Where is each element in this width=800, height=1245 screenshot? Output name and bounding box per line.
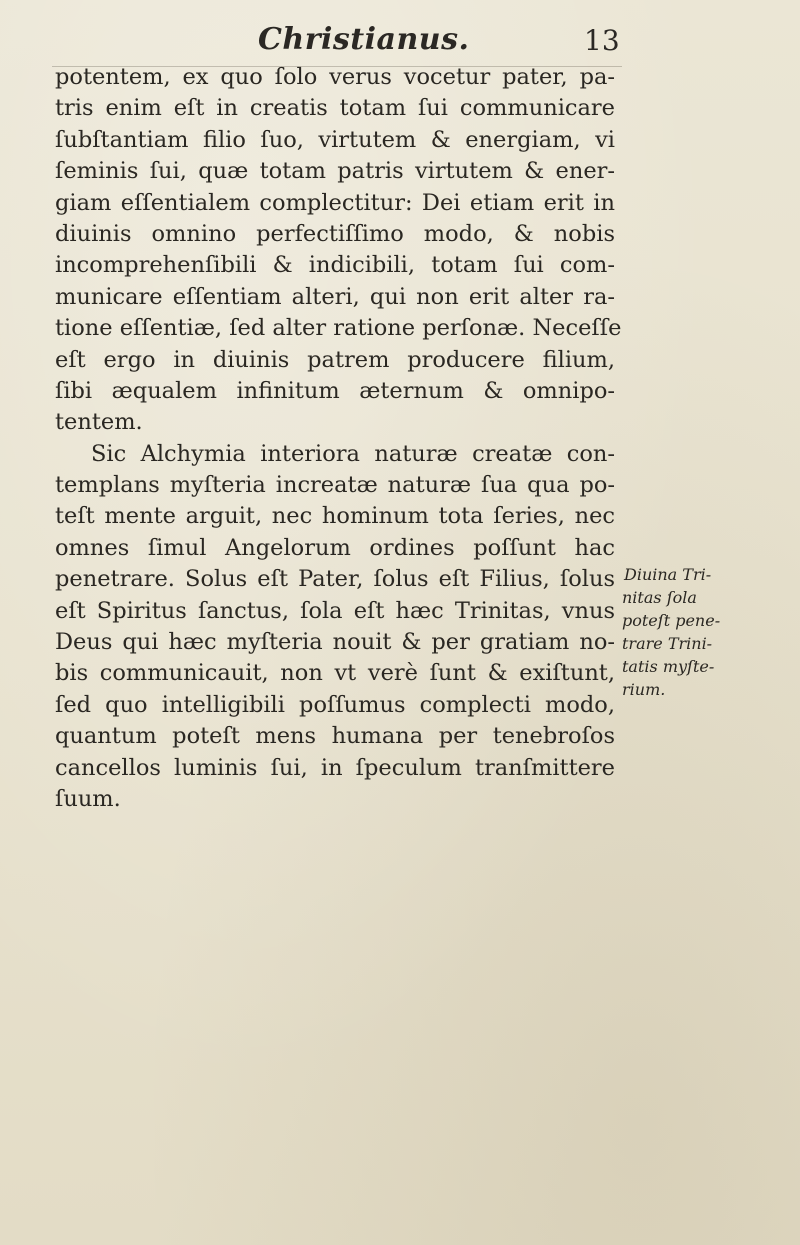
text-line: incomprehenſibili & indicibili, totam ſui com- (55, 252, 615, 279)
text-line: diuinis omnino perfectiſſimo modo, & nobis (55, 220, 615, 247)
text-line: ſubſtantiam filio ſuo, virtutem & energiam, vi (55, 126, 615, 153)
paragraph-start-line: Sic Alchymia interiora naturæ creatæ con- (91, 440, 615, 467)
text-line: templans myſteria increatæ naturæ ſua qua po- (55, 472, 615, 499)
text-line: quantum poteſt mens humana per tenebroſos (55, 723, 615, 750)
text-line: ſed quo intelligibili poſſumus complecti modo, (55, 691, 615, 718)
marginal-note (622, 563, 772, 701)
text-line: ſibi æqualem infinitum æternum & omnipo- (55, 377, 615, 404)
text-line: cancellos luminis ſui, in ſpeculum tranſmittere (55, 754, 615, 781)
text-line: tione eſſentiæ, ſed alter ratione perſonæ. Neceſſe (55, 315, 622, 342)
margin-note-line: nitas ſola (622, 588, 697, 607)
text-line: Deus qui hæc myſteria nouit & per gratiam no- (55, 629, 615, 656)
running-head (0, 18, 800, 62)
running-head-title: Christianus. (258, 22, 470, 57)
paragraph-end-line: ſuum. (55, 785, 121, 812)
text-line: bis communicauit, non vt verè ſunt & exiſtunt, (55, 660, 615, 687)
text-line: municare eſſentiam alteri, qui non erit alter ra- (55, 283, 615, 310)
text-line: penetrare. Solus eſt Pater, ſolus eſt Filius, ſolus (55, 566, 615, 593)
text-line: ſeminis ſui, quæ totam patris virtutem & ener- (55, 158, 615, 185)
text-line: omnes ſimul Angelorum ordines poſſunt hac (55, 534, 615, 561)
margin-note-line: Diuina Tri- (624, 565, 712, 584)
main-text-block (55, 62, 622, 815)
margin-note-line: trare Trini- (622, 634, 713, 653)
page-number: 13 (584, 24, 620, 57)
margin-note-line: rium. (622, 680, 666, 699)
text-line: potentem, ex quo ſolo verus vocetur pater, pa- (55, 64, 615, 90)
margin-note-line: tatis myſte- (622, 657, 715, 676)
text-line: tris enim eſt in creatis totam ſui communicare (55, 95, 615, 122)
margin-note-line: poteſt pene- (622, 611, 721, 630)
text-line: giam eſſentialem complectitur: Dei etiam erit in (55, 189, 615, 216)
paragraph-end-line: tentem. (55, 409, 143, 436)
text-line: teſt mente arguit, nec hominum tota ſeries, nec (55, 503, 615, 530)
text-line: eſt Spiritus ſanctus, ſola eſt hæc Trinitas, vnus (55, 597, 615, 624)
text-line: eſt ergo in diuinis patrem producere filium, (55, 346, 615, 373)
